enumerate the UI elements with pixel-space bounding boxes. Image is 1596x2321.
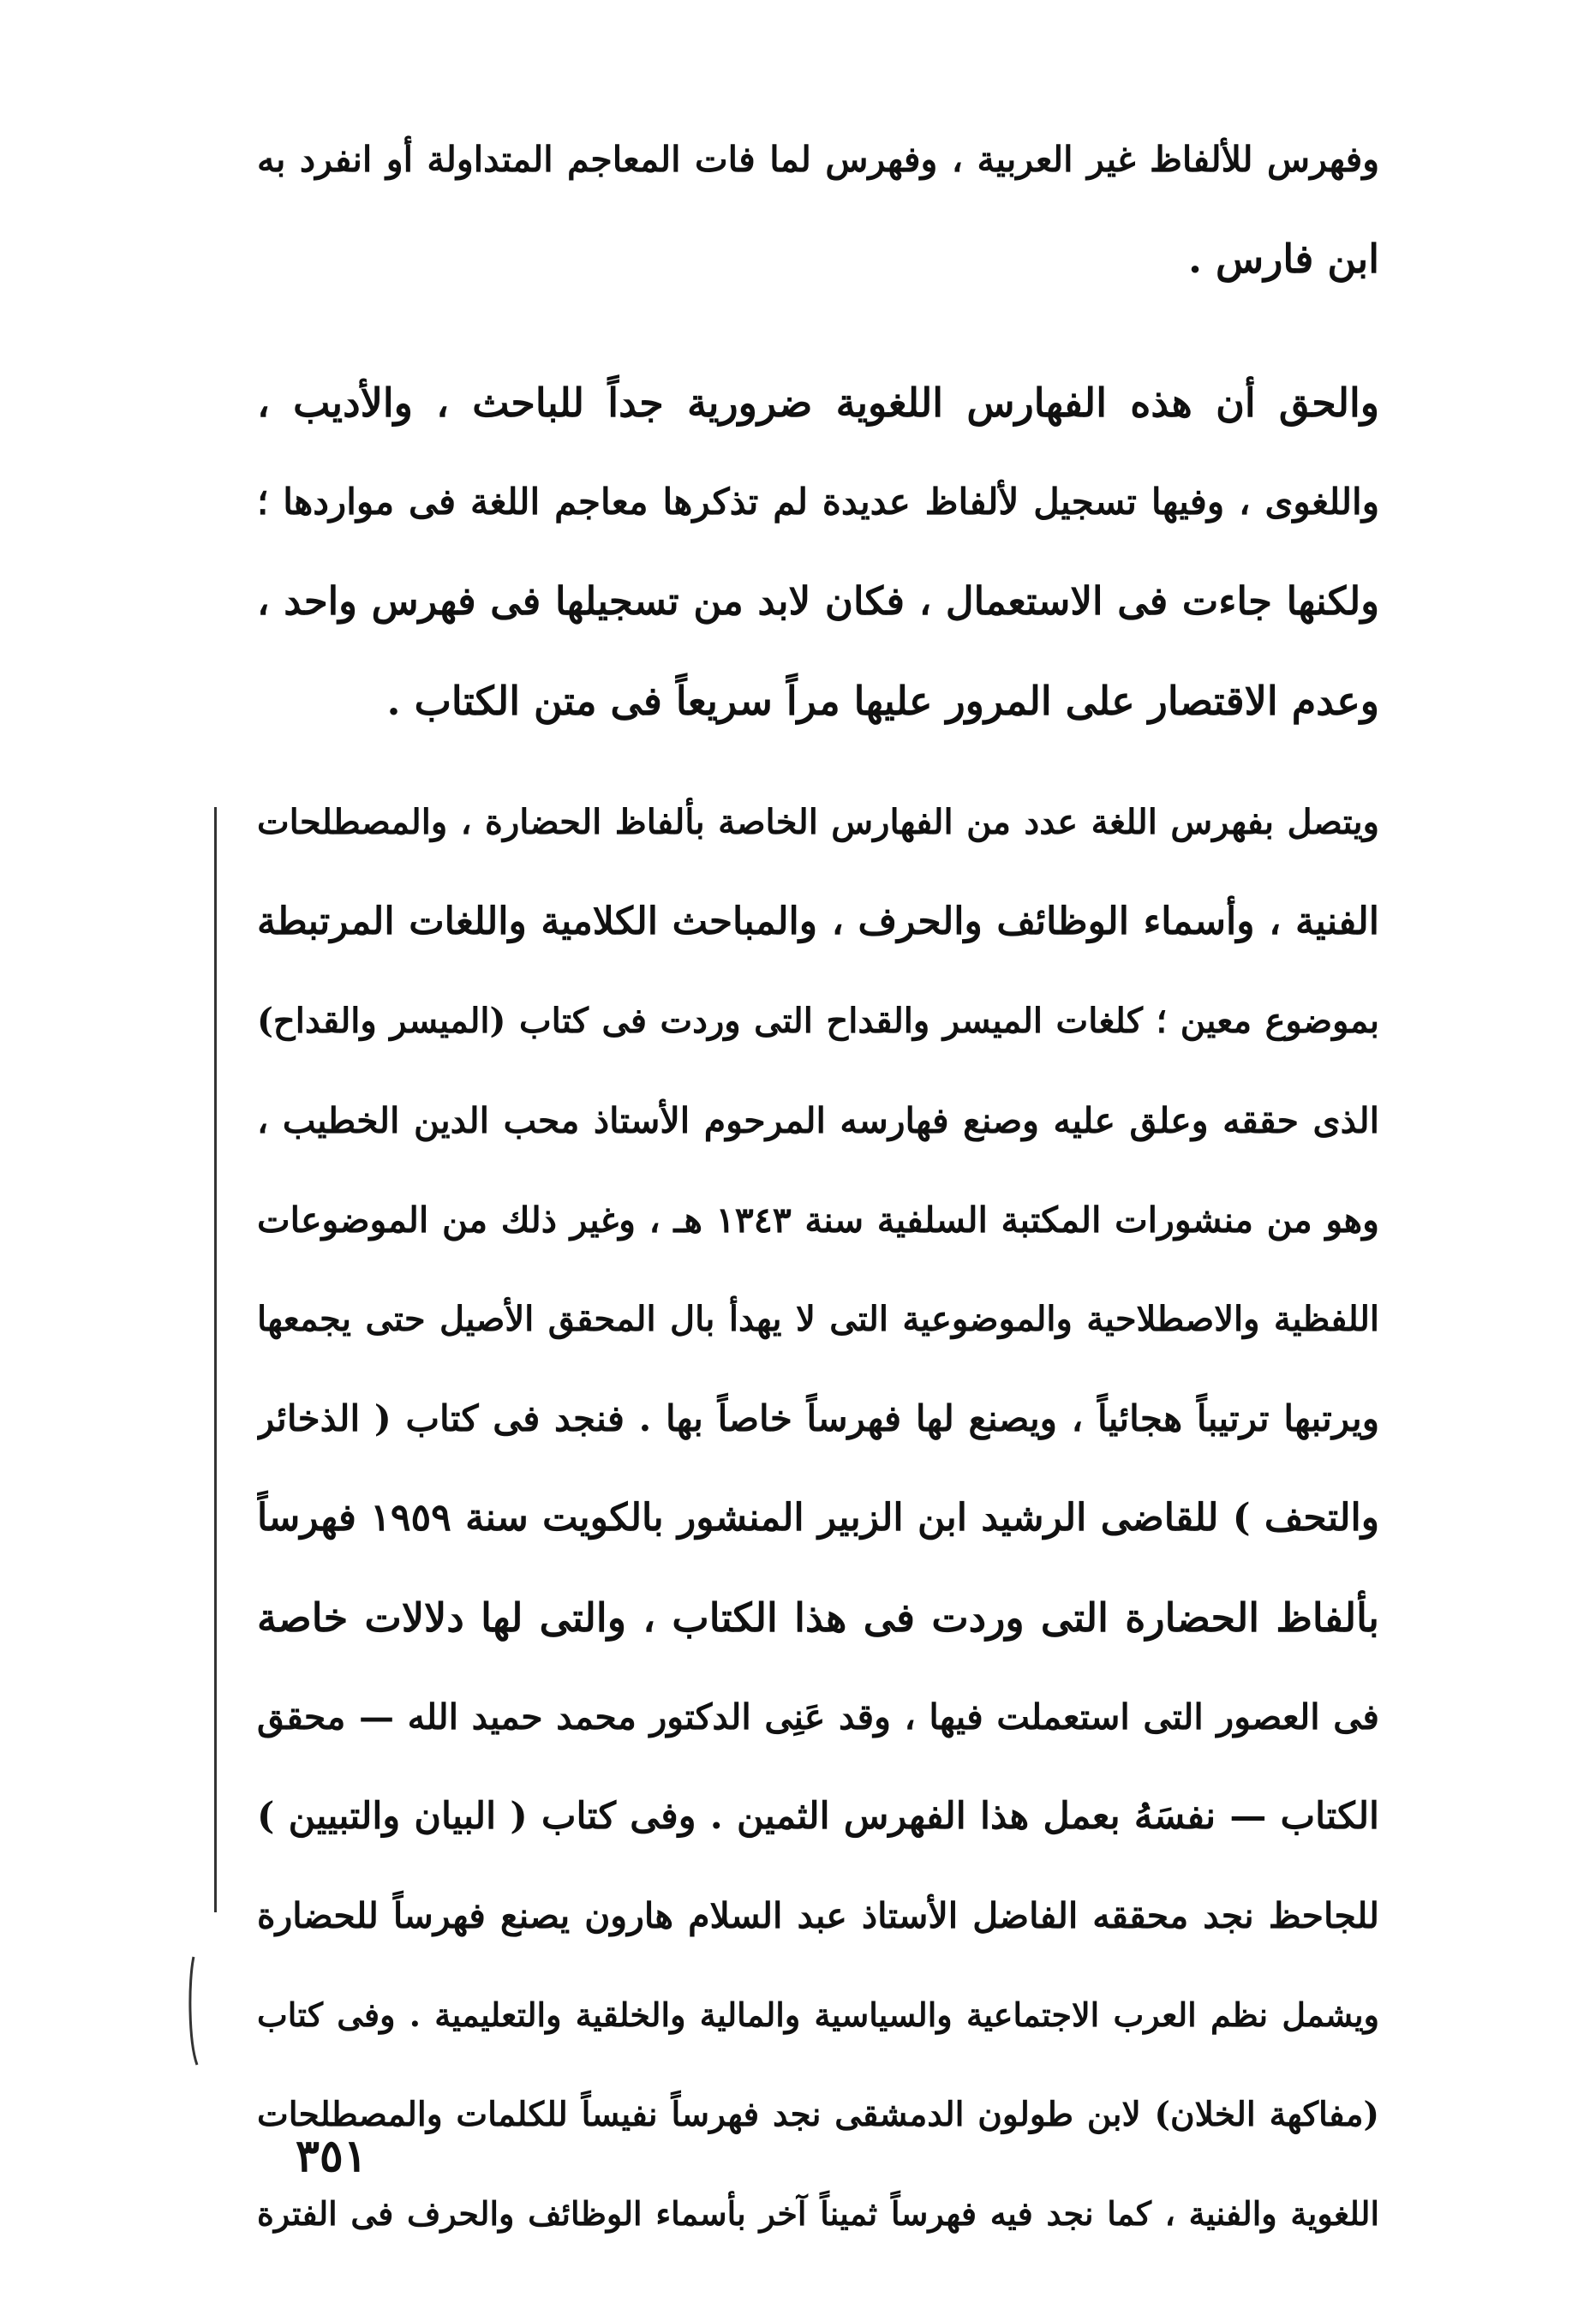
- text-line: الفنية ، وأسماء الوظائف والحرف ، والمباحث الكلامية واللغات المرتبطة: [257, 900, 1379, 943]
- text-line: وفهرس للألفاظ غير العربية ، وفهرس لما فات المعاجم المتداولة أو انفرد به: [257, 139, 1379, 180]
- paragraph-2: [257, 353, 1379, 751]
- text-line: واللغوى ، وفيها تسجيل لألفاظ عديدة لم تذكرها معاجم اللغة فى مواردها ؛: [257, 481, 1379, 523]
- text-line: اللغوية والفنية ، كما نجد فيه فهرساً ثميناً آخر بأسماء الوظائف والحرف فى الفترة: [257, 2194, 1379, 2233]
- margin-line-mark: [214, 807, 217, 1912]
- text-line: وعدم الاقتصار على المرور عليها مراً سريعاً فى متن الكتاب .: [386, 678, 1379, 724]
- text-line: والتحف ) للقاضى الرشيد ابن الزبير المنشور بالكويت سنة ١٩٥٩ فهرساً: [257, 1496, 1379, 1540]
- page-number: ٣٥١: [296, 2130, 368, 2182]
- text-line: (مفاكهة الخلان) لابن طولون الدمشقى نجد فهرساً نفيساً للكلمات والمصطلحات: [257, 2095, 1379, 2134]
- margin-bracket-mark: [187, 1955, 199, 2067]
- text-line: وهو من منشورات المكتبة السلفية سنة ١٣٤٣ هـ ، وغير ذلك من الموضوعات: [257, 1199, 1379, 1241]
- text-line: ابن فارس .: [1187, 236, 1379, 282]
- text-line: ويشمل نظم العرب الاجتماعية والسياسية والمالية والخلقية والتعليمية . وفى كتاب: [257, 1995, 1379, 2034]
- text-line: ولكنها جاءت فى الاستعمال ، فكان لابد من تسجيلها فى فهرس واحد ،: [257, 578, 1379, 624]
- text-line: اللفظية والاصطلاحية والموضوعية التى لا يهدأ بال المحقق الأصيل حتى يجمعها: [257, 1299, 1379, 1339]
- text-line: والحق أن هذه الفهارس اللغوية ضرورية جداً للباحث ، والأديب ،: [257, 380, 1379, 426]
- text-line: بموضوع معين ؛ كلغات الميسر والقداح التى وردت فى كتاب (الميسر والقداح): [257, 1001, 1379, 1041]
- text-line: ويرتبها ترتيباً هجائياً ، ويصنع لها فهرساً خاصاً بها . فنجد فى كتاب ( الذخائر: [257, 1397, 1379, 1439]
- text-line: ويتصل بفهرس اللغة عدد من الفهارس الخاصة بألفاظ الحضارة ، والمصطلحات: [257, 802, 1379, 842]
- paragraph-1: [257, 110, 1379, 308]
- text-line: الكتاب — نفسَهُ بعمل هذا الفهرس الثمين . وفى كتاب ( البيان والتبيين ): [257, 1795, 1379, 1838]
- text-line: الذى حققه وعلق عليه وصنع فهارسه المرحوم الأستاذ محب الدين الخطيب ،: [257, 1100, 1379, 1141]
- paragraph-3: [257, 773, 1379, 2264]
- text-line: للجاحظ نجد محققه الفاضل الأستاذ عبد السلام هارون يصنع فهرساً للحضارة: [257, 1895, 1379, 1936]
- text-line: بألفاظ الحضارة التى وردت فى هذا الكتاب ، والتى لها دلالات خاصة: [257, 1594, 1379, 1641]
- text-line: فى العصور التى استعملت فيها ، وقد عَنِى الدكتور محمد حميد الله — محقق: [257, 1696, 1379, 1738]
